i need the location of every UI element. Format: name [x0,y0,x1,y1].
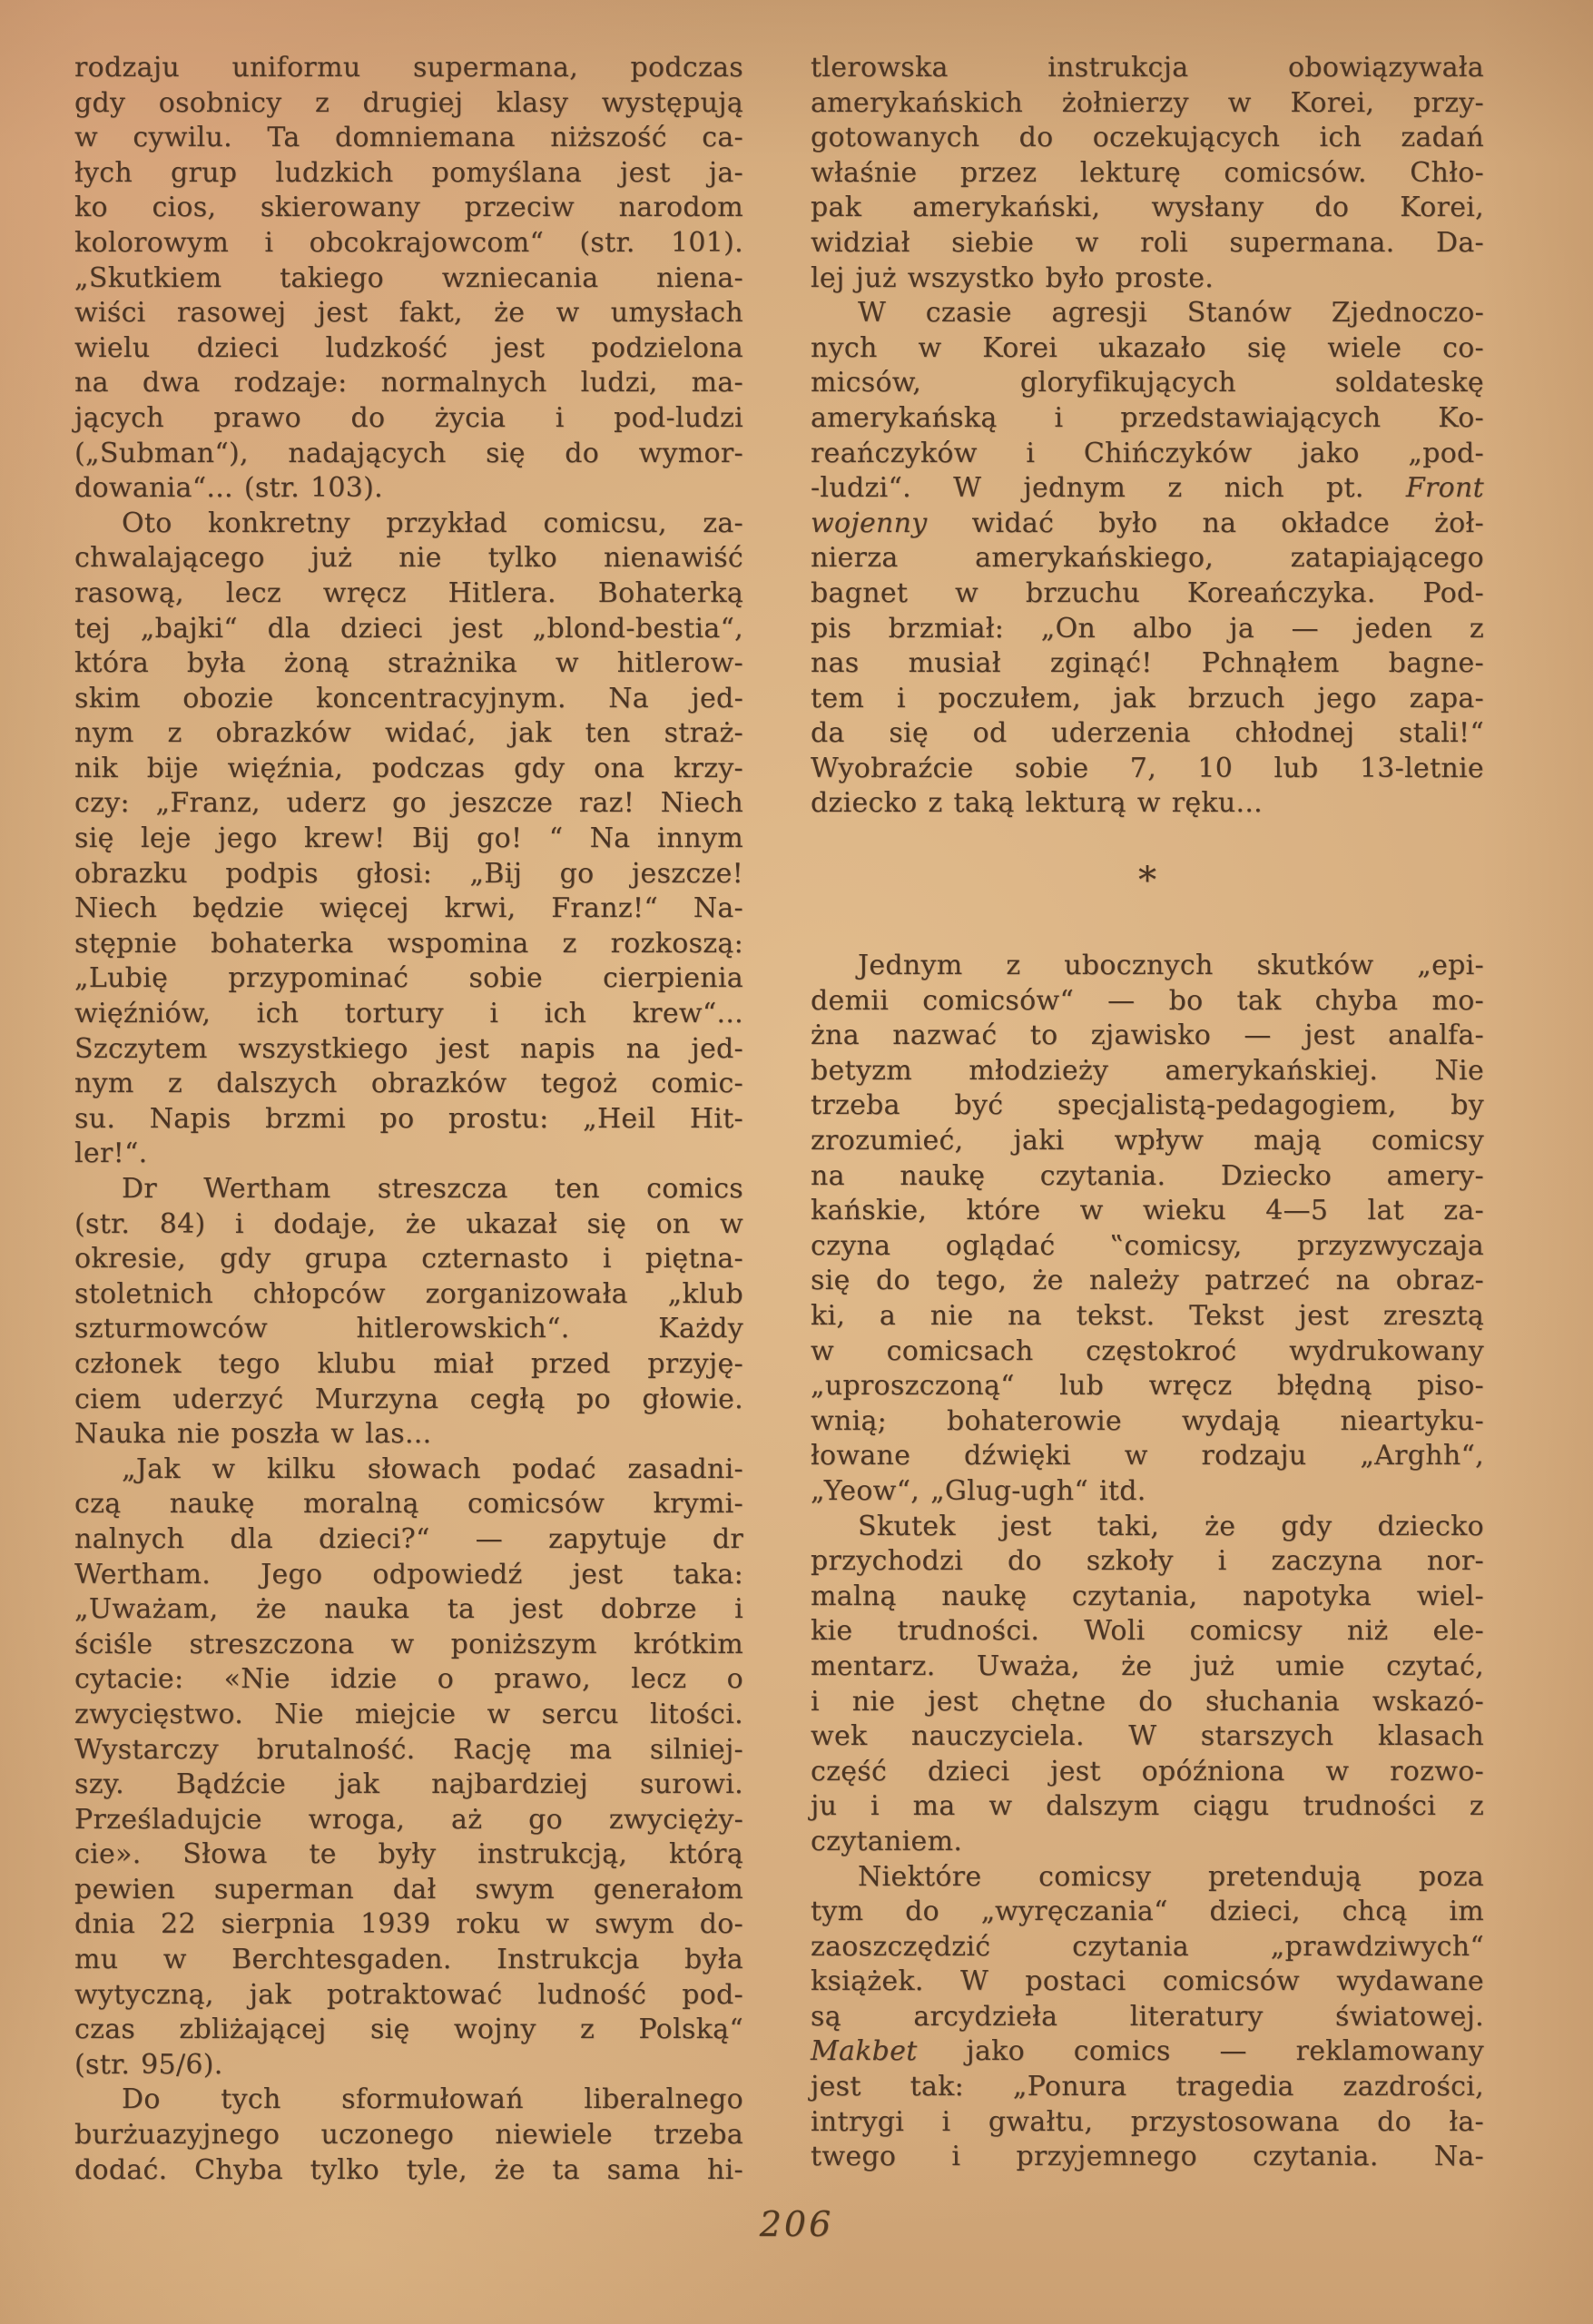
text-line: micsów, gloryfikujących soldateskę [811,367,1484,399]
text-line: wielu dzieci ludzkość jest podzielona [74,331,743,364]
text-line: rasową, lecz wręcz Hitlera. Bohaterką [74,576,743,609]
text-line: dowania“... (str. 103). [74,472,383,505]
text-line: „Uważam, że nauka ta jest dobrze i [74,1593,743,1626]
text-line: nik bije więźnia, podczas gdy ona krzy- [74,752,743,784]
text-line: ki, a nie na tekst. Tekst jest zresztą [811,1300,1484,1332]
text-line: żna nazwać to zjawisko — jest analfa- [811,1019,1484,1052]
text-line: część dzieci jest opóźniona w rozwo- [811,1755,1484,1787]
text-line: da się od uderzenia chłodnej stali!“ [811,717,1484,750]
text-line: (str. 95/6). [74,2048,223,2081]
text-line: Niech będzie więcej krwi, Franz!“ Na- [74,892,743,925]
section-divider-asterisk: * [1138,860,1156,902]
paragraph [74,1172,743,1452]
text-line: amerykańskich żołnierzy w Korei, przy- [811,86,1484,119]
text-line: twego i przyjemnego czytania. Na- [811,2141,1484,2173]
text-line: trzeba być specjalistą-pedagogiem, by [811,1089,1484,1122]
text-line: są arcydzieła literatury światowej. [811,2000,1484,2033]
text-line: czy: „Franz, uderz go jeszcze raz! Niech [74,787,743,820]
text-line: skim obozie koncentracyjnym. Na jed- [74,682,743,714]
text-line: przychodzi do szkoły i zaczyna nor- [811,1545,1484,1578]
text-line: „Jak w kilku słowach podać zasadni- [122,1452,743,1485]
text-line: szturmowców hitlerowskich“. Każdy [74,1313,743,1345]
text-line: szy. Bądźcie jak najbardziej surowi. [74,1768,743,1801]
text-line: Prześladujcie wroga, aż go zwycięży- [74,1803,743,1836]
text-line: stępnie bohaterka wspomina z rozkoszą: [74,927,743,960]
text-line: zrozumieć, jaki wpływ mają comicsy [811,1125,1484,1157]
text-line: „Lubię przypominać sobie cierpienia [74,962,743,995]
text-line: bagnet w brzuchu Koreańczyka. Pod- [811,576,1484,609]
text-line: zaoszczędzić czytania „prawdziwych“ [811,1930,1484,1963]
text-line: Do tych sformułowań liberalnego [122,2083,743,2116]
text-line: więźniów, ich tortury i ich krew“... [74,998,743,1030]
text-line: wiści rasowej jest fakt, że w umysłach [74,297,743,330]
paragraph [811,51,1484,296]
text-line: su. Napis brzmi po prostu: „Heil Hit- [74,1102,743,1135]
text-line: się leje jego krew! Bij go! “ Na innym [74,822,743,855]
text-line: („Subman“), nadających się do wymor- [74,437,743,469]
text-line: nym z obrazków widać, jak ten straż- [74,717,743,750]
paragraph [74,2083,743,2188]
text-line: W czasie agresji Stanów Zjednoczo- [858,297,1484,330]
text-line: amerykańską i przedstawiających Ko- [811,401,1484,434]
text-line: Skutek jest taki, że gdy dziecko [858,1510,1484,1542]
text-line: betyzm młodzieży amerykańskiej. Nie [811,1054,1484,1087]
paragraph [74,51,743,507]
text-line: jest tak: „Ponura tragedia zazdrości, [811,2071,1484,2103]
text-line: Szczytem wszystkiego jest napis na jed- [74,1032,743,1065]
text-line: nierza amerykańskiego, zatapiającego [811,542,1484,575]
paragraph [74,1452,743,2083]
text-line: wojenny widać było na okładce żoł- [811,507,1484,539]
text-line: pak amerykański, wysłany do Korei, [811,192,1484,224]
text-line: czyna oglądać ‟comicsy, przyzwyczaja [811,1229,1484,1262]
text-line: cytacie: «Nie idzie o prawo, lecz o [74,1663,743,1696]
text-line: burżuazyjnego uczonego niewiele trzeba [74,2119,743,2152]
text-line: książek. W postaci comicsów wydawane [811,1965,1484,1998]
text-line: gotowanych do oczekujących ich zadań [811,122,1484,154]
paragraph [811,1510,1484,1860]
text-line: dodać. Chyba tylko tyle, że ta sama hi- [74,2153,743,2186]
text-line: Niektóre comicsy pretendują poza [858,1860,1484,1893]
text-line: demii comicsów“ — bo tak chyba mo- [811,984,1484,1017]
text-line: na dwa rodzaje: normalnych ludzi, ma- [74,367,743,399]
text-line: wnią; bohaterowie wydają nieartyku- [811,1404,1484,1437]
text-line: się do tego, że należy patrzeć na obraz- [811,1265,1484,1297]
text-line: „Skutkiem takiego wzniecania niena- [74,261,743,294]
text-line: obrazku podpis głosi: „Bij go jeszcze! [74,857,743,890]
text-line: intrygi i gwałtu, przystosowana do ła- [811,2105,1484,2138]
text-line: (str. 84) i dodaje, że ukazał się on w [74,1207,743,1240]
text-line: Nauka nie poszła w las... [74,1418,432,1451]
text-line: reańczyków i Chińczyków jako „pod- [811,437,1484,469]
text-line: malną naukę czytania, napotyka wiel- [811,1580,1484,1612]
text-line: nalnych dla dzieci?“ — zapytuje dr [74,1522,743,1555]
text-line: kie trudności. Woli comicsy niż ele- [811,1615,1484,1648]
text-line: Wyobraźcie sobie 7, 10 lub 13-letnie [811,752,1484,784]
text-line: która była żoną strażnika w hitlerow- [74,647,743,680]
paragraph [811,1860,1484,2175]
text-line: i nie jest chętne do słuchania wskazó- [811,1685,1484,1718]
text-line: pewien superman dał swym generałom [74,1873,743,1905]
text-line: „Yeow“, „Glug-ugh“ itd. [811,1474,1146,1507]
text-line: łych grup ludzkich pomyślana jest ja- [74,156,743,189]
text-line: ju i ma w dalszym ciągu trudności z [811,1790,1484,1823]
text-line: wek nauczyciela. W starszych klasach [811,1720,1484,1753]
text-line: na naukę czytania. Dziecko amery- [811,1159,1484,1192]
text-line: rodzaju uniformu supermana, podczas [74,52,743,84]
paragraph [811,949,1484,1510]
text-line: czą naukę moralną comicsów krymi- [74,1488,743,1521]
paragraph [74,507,743,1172]
text-line: ściśle streszczona w poniższym krótkim [74,1628,743,1660]
text-line: tej „bajki“ dla dzieci jest „blond-bestia“, [74,612,743,645]
text-line: nych w Korei ukazało się wiele co- [811,331,1484,364]
text-line: ler!“. [74,1137,148,1170]
text-line: dnia 22 sierpnia 1939 roku w swym do- [74,1908,743,1941]
text-line: w cywilu. Ta domniemana niższość ca- [74,122,743,154]
text-line: „uproszczoną“ lub wręcz błędną piso- [811,1370,1484,1403]
text-line: nym z dalszych obrazków tegoż comic- [74,1068,743,1100]
text-line: tem i poczułem, jak brzuch jego zapa- [811,682,1484,714]
text-line: chwalającego już nie tylko nienawiść [74,542,743,575]
text-line: zwycięstwo. Nie miejcie w sercu litości. [74,1698,743,1730]
text-line: łowane dźwięki w rodzaju „Arghh“, [811,1440,1484,1472]
text-line: Jednym z ubocznych skutków „epi- [858,950,1484,982]
text-line: kańskie, które w wieku 4—5 lat za- [811,1195,1484,1227]
text-line: mu w Berchtesgaden. Instrukcja była [74,1944,743,1976]
text-line: czas zbliżającej się wojny z Polską“ [74,2014,743,2046]
text-line: Dr Wertham streszcza ten comics [122,1173,743,1205]
text-line: gdy osobnicy z drugiej klasy występują [74,86,743,119]
text-line: właśnie przez lekturę comicsów. Chło- [811,156,1484,189]
text-line: -ludzi“. W jednym z nich pt. Front [811,472,1484,505]
page-number: 206 [759,2204,834,2244]
text-line: Makbet jako comics — reklamowany [811,2035,1484,2068]
text-line: w comicsach częstokroć wydrukowany [811,1334,1484,1367]
text-line: widział siebie w roli supermana. Da- [811,226,1484,259]
left-column [74,51,743,2188]
text-line: ciem uderzyć Murzyna cegłą po głowie. [74,1383,743,1415]
text-line: członek tego klubu miał przed przyję- [74,1347,743,1380]
text-line: Wertham. Jego odpowiedź jest taka: [74,1558,743,1590]
text-line: kolorowym i obcokrajowcom“ (str. 101). [74,226,743,259]
text-line: stoletnich chłopców zorganizowała „klub [74,1277,743,1310]
right-column [811,51,1484,2175]
text-line: tym do „wyręczania“ dzieci, chcą im [811,1896,1484,1928]
text-line: lej już wszystko było proste. [811,261,1214,294]
text-line: czytaniem. [811,1825,963,1857]
text-line: wytyczną, jak potraktować ludność pod- [74,1978,743,2011]
text-line: tlerowska instrukcja obowiązywała [811,52,1484,84]
text-line: cie». Słowa te były instrukcją, którą [74,1838,743,1871]
text-line: dziecko z taką lekturą w ręku... [811,787,1264,820]
text-line: nas musiał zginąć! Pchnąłem bagne- [811,647,1484,680]
text-line: pis brzmiał: „On albo ja — jeden z [811,612,1484,645]
text-line: jących prawo do życia i pod-ludzi [74,401,743,434]
paragraph [811,296,1484,822]
text-line: ko cios, skierowany przeciw narodom [74,192,743,224]
text-line: Oto konkretny przykład comicsu, za- [122,507,743,539]
text-line: okresie, gdy grupa czternasto i piętna- [74,1243,743,1275]
text-line: Wystarczy brutalność. Rację ma silniej- [74,1733,743,1766]
text-line: mentarz. Uważa, że już umie czytać, [811,1649,1484,1682]
